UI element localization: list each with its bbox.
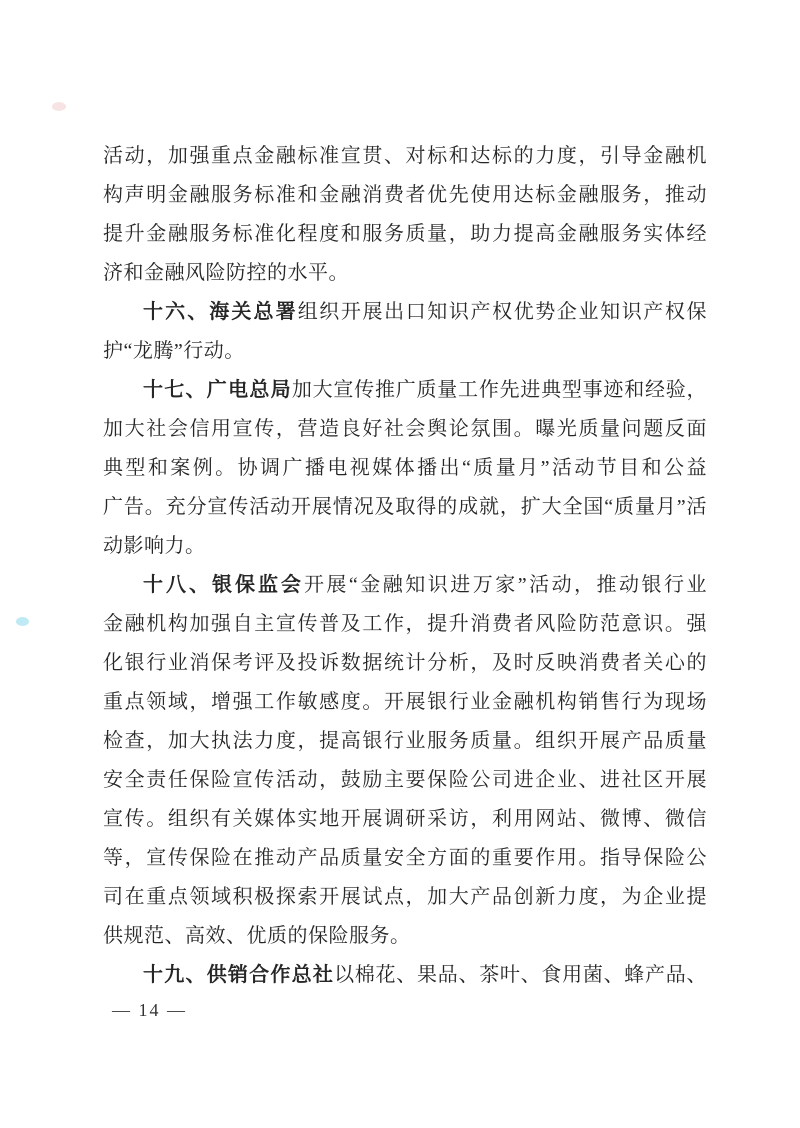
text-line [103,254,707,293]
text-line [103,839,707,878]
text-line [103,878,707,917]
section-heading-17: 十七、广电总局 [143,379,292,401]
text-line [103,176,707,215]
line-text: 组织开展出口知识产权优势企业知识产权保 [297,301,708,323]
text-line [103,527,707,566]
text-line [103,488,707,527]
line-text: 化银行业消保考评及投诉数据统计分析，及时反映消费者关心的 [103,652,707,674]
text-line [103,722,707,761]
text-line [103,137,707,176]
document-body [103,137,707,995]
line-text: 以棉花、果品、茶叶、食用菌、蜂产品、 [334,964,708,986]
text-line [103,371,707,410]
text-line [103,410,707,449]
text-line [103,917,707,956]
section-heading-16: 十六、海关总署 [143,301,298,323]
line-text: 提升金融服务标准化程度和服务质量，助力提高金融服务实体经 [103,223,707,245]
line-text: 等，宣传保险在推动产品质量安全方面的重要作用。指导保险公 [103,847,707,869]
text-line [103,605,707,644]
page-number: — 14 — [112,1000,187,1020]
text-line [103,215,707,254]
line-text: 构声明金融服务标准和金融消费者优先使用达标金融服务，推动 [103,184,707,206]
line-text: 济和金融风险防控的水平。 [103,262,349,284]
line-text: 宣传。组织有关媒体实地开展调研采访，利用网站、微博、微信 [103,808,707,830]
line-text: 活动，加强重点金融标准宣贯、对标和达标的力度，引导金融机 [103,145,707,167]
text-line [103,332,707,371]
section-heading-18: 十八、银保监会 [143,574,304,596]
text-line [103,566,707,605]
section-heading-19: 十九、供销合作总社 [143,964,335,986]
line-text: 检查，加大执法力度，提高银行业服务质量。组织开展产品质量 [103,730,707,752]
line-text: 典型和案例。协调广播电视媒体播出“质量月”活动节目和公益 [103,457,707,479]
line-text: 开展“金融知识进万家”活动，推动银行业 [303,574,707,596]
line-text: 司在重点领域积极探索开展试点，加大产品创新力度，为企业提 [103,886,707,908]
line-text: 安全责任保险宣传活动，鼓励主要保险公司进企业、进社区开展 [103,769,707,791]
line-text: 广告。充分宣传活动开展情况及取得的成就，扩大全国“质量月”活 [103,496,707,518]
text-line [103,683,707,722]
line-text: 金融机构加强自主宣传普及工作，提升消费者风险防范意识。强 [103,613,707,635]
scan-artifact [16,617,29,626]
text-line [103,449,707,488]
line-text: 重点领域，增强工作敏感度。开展银行业金融机构销售行为现场 [103,691,707,713]
line-text: 动影响力。 [103,535,206,557]
line-text: 供规范、高效、优质的保险服务。 [103,925,411,947]
line-text: 加大社会信用宣传，营造良好社会舆论氛围。曝光质量问题反面 [103,418,707,440]
text-line [103,293,707,332]
text-line [103,800,707,839]
line-text: 加大宣传推广质量工作先进典型事迹和经验， [291,379,708,401]
text-line [103,956,707,995]
line-text: 护“龙腾”行动。 [103,340,245,362]
text-line [103,761,707,800]
scan-artifact [52,102,66,111]
text-line [103,644,707,683]
